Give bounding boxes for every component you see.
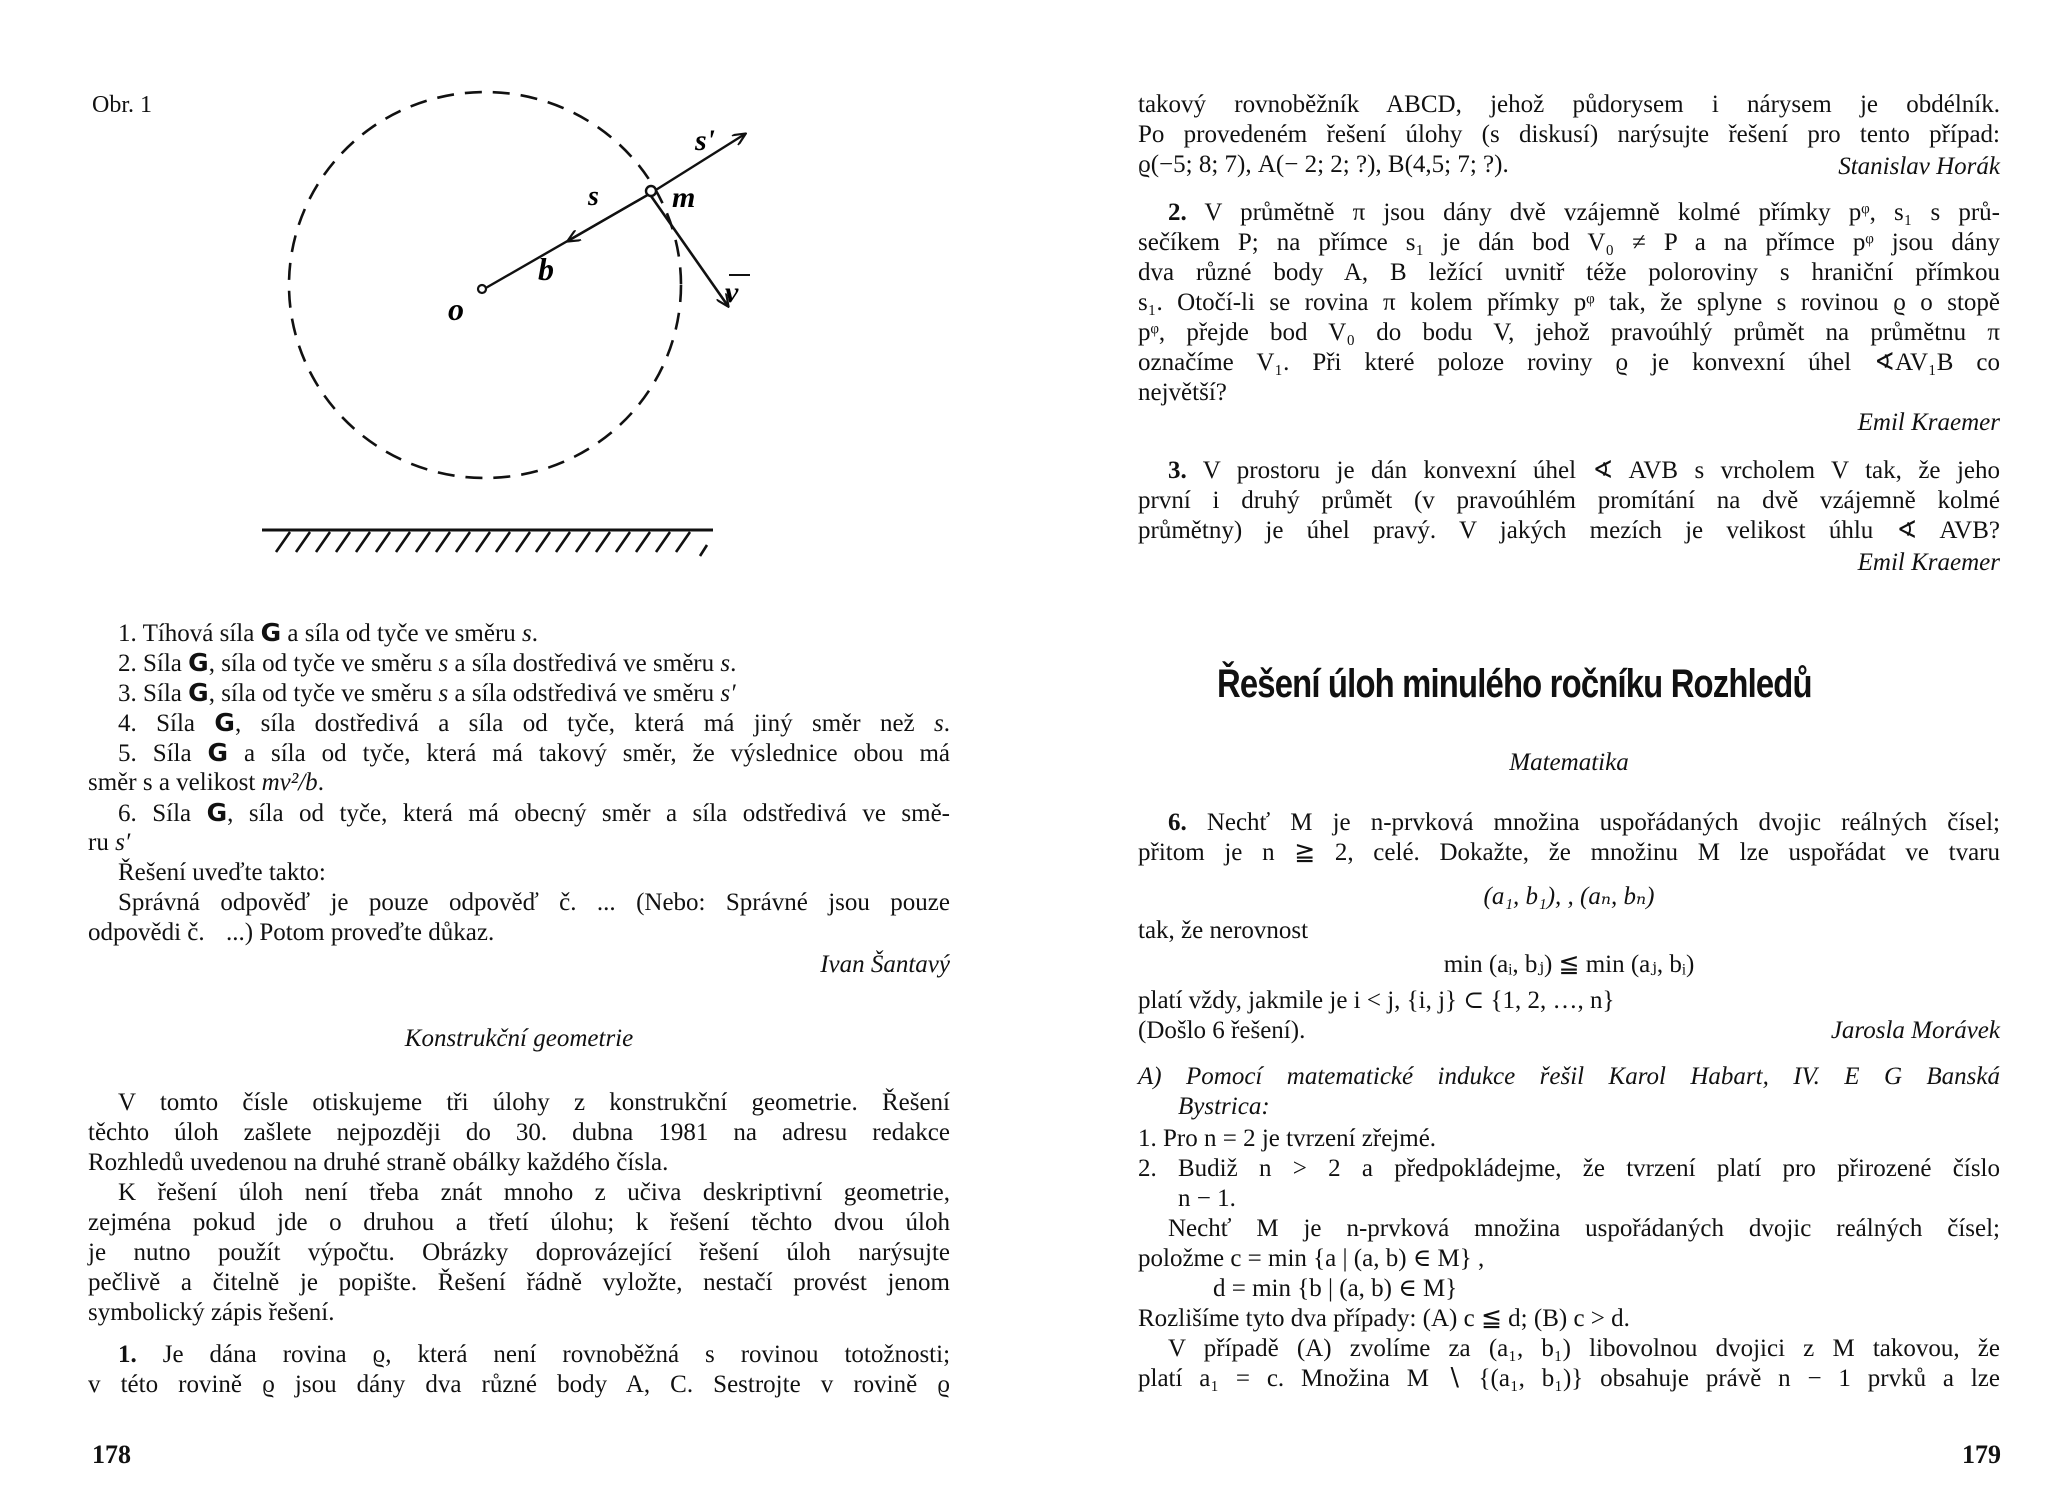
option-5-cont: směr s a velikost mv²/b. [88, 769, 324, 796]
problem-2-line-5: pᵠ, přejde bod V₀ do bodu V, jehož pravoúhlý průmět na průmětnu π [1138, 319, 2000, 346]
solution-p5: V případě (A) zvolíme za (a₁, b₁) libovolnou dvojici z M takovou, že [1168, 1335, 2000, 1362]
mass-point [646, 186, 656, 196]
figure-caption: Obr. 1 [92, 92, 152, 118]
subheading-matematika: Matematika [1509, 749, 1629, 776]
problem-2-line-2: sečíkem P; na přímce s₁ je dán bod V₀ ≠ P a na přímce pᵠ jsou dány [1138, 229, 2000, 256]
problem-2-line-6: označíme V₁. Při které poloze roviny ϱ je konvexní úhel ∢AV₁B co [1138, 349, 2000, 376]
problem-6-line-1: 6. Nechť M je n-prvková množina uspořádaných dvojic reálných čísel; [1168, 809, 2000, 836]
page-number-left: 178 [92, 1440, 131, 1469]
problem-6-line-2: přitom je n ≧ 2, celé. Dokažte, že množinu M lze uspořádat ve tvaru [1138, 839, 2000, 866]
option-6-cont: ru s′ [88, 829, 131, 856]
label-v: v [725, 276, 739, 309]
formula-inequality: min (aᵢ, bⱼ) ≦ min (aⱼ, bᵢ) [1443, 951, 1695, 978]
problem-1-line-1: 1. Je dána rovina ϱ, která není rovnoběžná s rovinou totožnosti; [118, 1341, 951, 1368]
problem-6-line-3: tak, že nerovnost [1138, 917, 1309, 944]
intro-line-1: V tomto čísle otiskujeme tři úlohy z konstrukční geometrie. Řešení [118, 1089, 950, 1116]
solution-p6: platí a₁ = c. Množina M ∖ {(a₁, b₁)} obsahuje právě n − 1 prvků a lze [1138, 1365, 2000, 1392]
author-kraemer-1: Emil Kraemer [1857, 409, 2000, 436]
problem-3-line-2: první i druhý průmět (v pravoúhlém promítání na dvě vzájemně kolmé [1138, 487, 2000, 514]
intro-line-6: je nutno použít výpočtu. Obrázky doprovázející řešení úloh narýsujte [88, 1239, 950, 1266]
option-3: 3. Síla G, síla od tyče ve směru s a síla odstředivá ve směru s′ [118, 678, 736, 707]
label-s-prime: s' [695, 124, 716, 157]
pivot-point [478, 285, 486, 293]
right-page [1030, 0, 2060, 1500]
solution-step-2-line-1: 2. Budiž n > 2 a předpokládejme, že tvrzení platí pro přirozené číslo [1138, 1155, 2000, 1182]
problem-1-cont-line-3: ϱ(−5; 8; 7), A(− 2; 2; ?), B(4,5; 7; ?). [1138, 151, 1509, 178]
solution-step-1: 1. Pro n = 2 je tvrzení zřejmé. [1138, 1125, 1437, 1152]
option-1: 1. Tíhová síla G a síla od tyče ve směru s. [118, 618, 539, 647]
problem-6-line-5: (Došlo 6 řešení). [1138, 1017, 1306, 1044]
option-2: 2. Síla G, síla od tyče ve směru s a síla dostředivá ve směru s. [118, 648, 737, 677]
problem-6-line-4: platí vždy, jakmile je i < j, {i, j} ⊂ {1, 2, …, n} [1138, 987, 1615, 1014]
option-6: 6. Síla G, síla od tyče, která má obecný směr a síla odstředivá ve smě- [118, 798, 950, 827]
instructions-line-2: Správná odpověď je pouze odpověď č. ... (Nebo: Správné jsou pouze [118, 889, 950, 916]
intro-line-3: Rozhledů uvedenou na druhé straně obálky každého čísla. [88, 1149, 669, 1176]
problem-2-line-4: s₁. Otočí-li se rovina π kolem přímky pᵠ tak, že splyne s rovinou ϱ o stopě [1138, 289, 2000, 316]
author-kraemer-2: Emil Kraemer [1857, 549, 2000, 576]
label-b: b [538, 251, 554, 287]
solution-p1: Nechť M je n-prvková množina uspořádaných dvojic reálných čísel; [1168, 1215, 2000, 1242]
problem-2-line-1: 2. V průmětně π jsou dány dvě vzájemně kolmé přímky pᵠ, s₁ s prů- [1168, 199, 2000, 226]
label-m: m [672, 181, 696, 214]
solution-a-line-2: Bystrica: [1178, 1093, 1270, 1120]
formula-pairs: (a₁, b₁), , (aₙ, bₙ) [1483, 883, 1655, 910]
section-title-konstrukcni-geometrie: Konstrukční geometrie [404, 1025, 634, 1052]
author-santavy: Ivan Šantavý [820, 951, 950, 978]
solution-a-line-1: A) Pomocí matematické indukce řešil Karol Habart, IV. E G Banská [1138, 1063, 2000, 1090]
figure-circular-motion [240, 80, 780, 580]
instructions-line-3a: odpovědi č. [88, 919, 205, 946]
solution-p2: položme c = min {a | (a, b) ∈ M} , [1138, 1245, 1485, 1272]
intro-line-8: symbolický zápis řešení. [88, 1299, 335, 1326]
problem-1-line-2: v této rovině ϱ jsou dány dva různé body A, C. Sestrojte v rovině ϱ [88, 1371, 950, 1398]
author-moravek: Jarosla Morávek [1830, 1017, 2000, 1044]
problem-2-line-3: dva různé body A, B ležící uvnitř téže poloroviny s hraniční přímkou [1138, 259, 2000, 286]
intro-line-4: K řešení úloh není třeba znát mnoho z učiva deskriptivní geometrie, [118, 1179, 950, 1206]
intro-line-5: zejména pokud jde o druhou a třetí úlohu; k řešení těchto dvou úloh [88, 1209, 950, 1236]
problem-1-cont-line-2: Po provedeném řešení úlohy (s diskusí) narýsujte řešení pro tento případ: [1138, 121, 2000, 148]
problem-3-line-3: průmětny) je úhel pravý. V jakých mezích je velikost úhlu ∢ AVB? [1138, 517, 2000, 544]
solution-p4: Rozlišíme tyto dva případy: (A) c ≦ d; (B) c > d. [1138, 1305, 1630, 1332]
solution-step-2-line-2: n − 1. [1178, 1185, 1236, 1212]
instructions-line-3b: ...) Potom proveďte důkaz. [226, 919, 495, 946]
page-number-right: 179 [1962, 1440, 2001, 1469]
problem-3-line-1: 3. V prostoru je dán konvexní úhel ∢ AVB s vrcholem V tak, že jeho [1168, 457, 2000, 484]
ground-hatching [262, 530, 713, 556]
label-o: o [448, 291, 464, 327]
solution-p3: d = min {b | (a, b) ∈ M} [1213, 1275, 1458, 1302]
option-4: 4. Síla G, síla dostředivá a síla od tyče, která má jiný směr než s. [118, 708, 950, 737]
label-s: s [588, 181, 599, 212]
intro-line-2: těchto úloh zašlete nejpozději do 30. dubna 1981 na adresu redakce [88, 1119, 950, 1146]
problem-2-line-7: největší? [1138, 379, 1227, 406]
instructions-line-1: Řešení uveďte takto: [118, 859, 326, 886]
intro-line-7: pečlivě a čitelně je popište. Řešení řádně vyložte, nestačí provést jenom [88, 1269, 950, 1296]
section-heading: Řešení úloh minulého ročníku Rozhledů [1217, 662, 1812, 706]
problem-1-cont-line-1: takový rovnoběžník ABCD, jehož půdorysem i nárysem je obdélník. [1138, 91, 2000, 118]
author-horak: Stanislav Horák [1838, 153, 2000, 180]
option-5: 5. Síla G a síla od tyče, která má takový směr, že výslednice obou má [118, 738, 950, 767]
